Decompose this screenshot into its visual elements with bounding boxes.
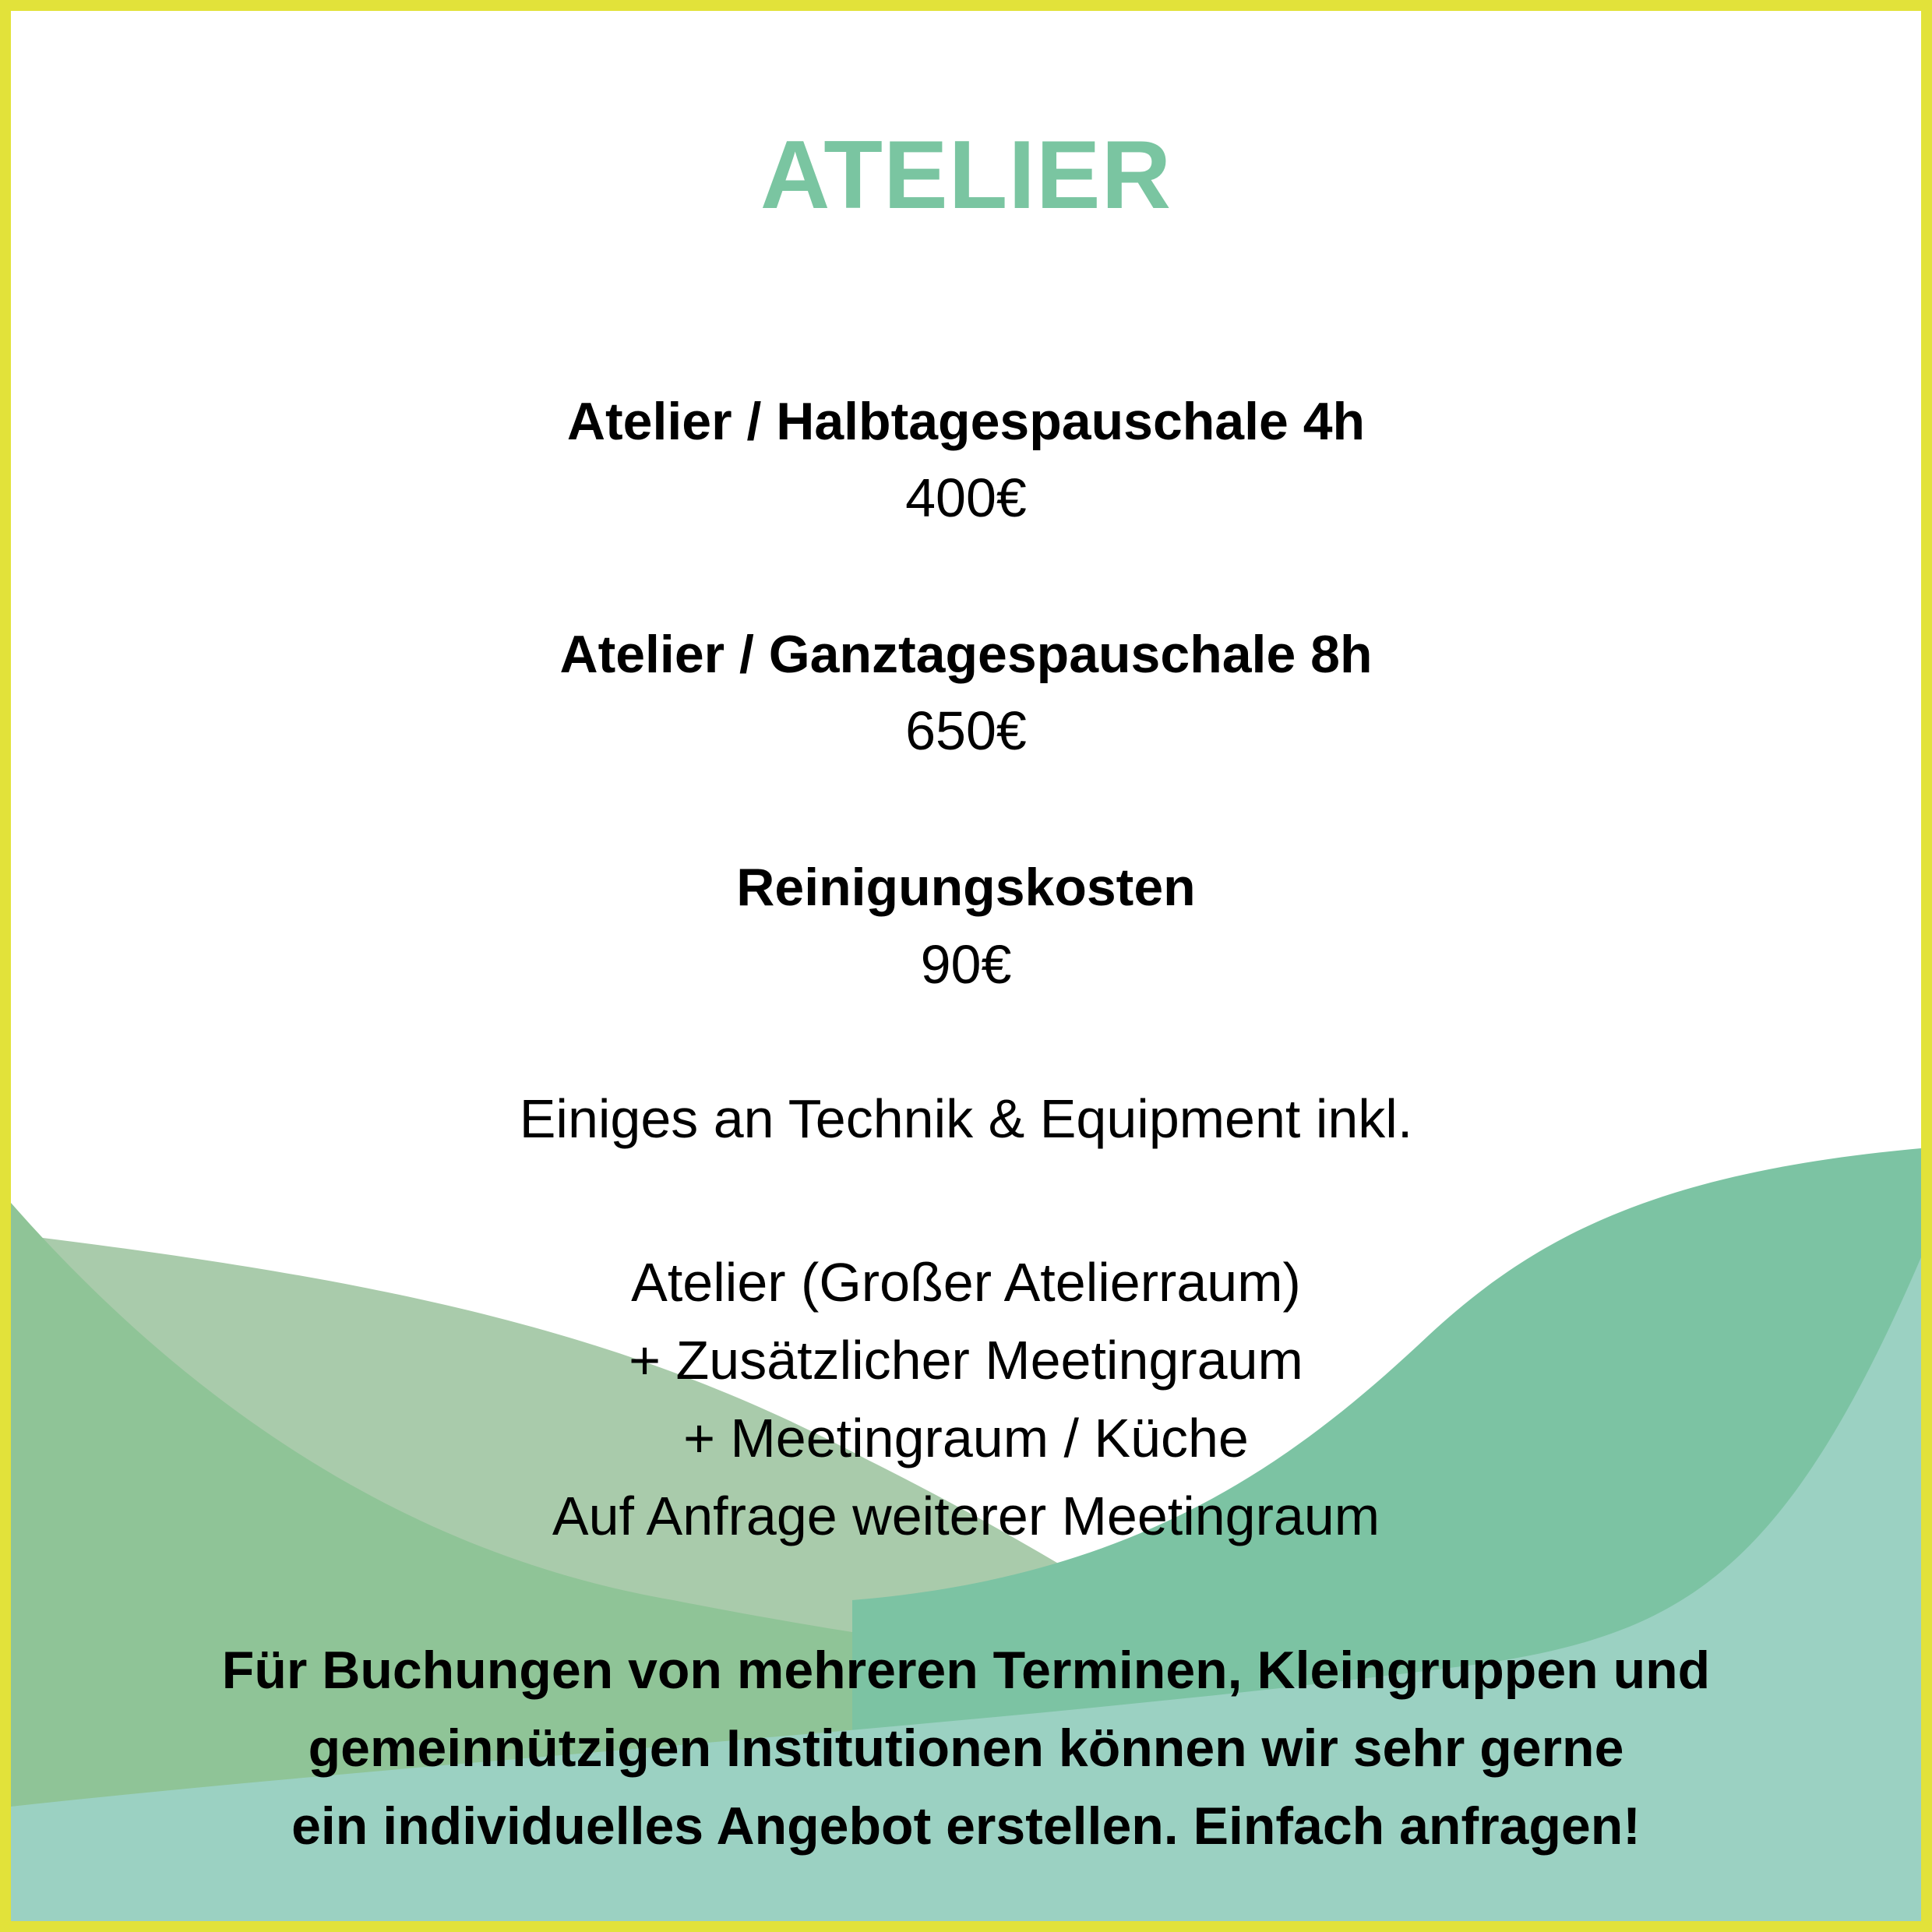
package-price-cleaning: 90€ <box>920 934 1012 995</box>
package-price-full-day: 650€ <box>905 700 1027 761</box>
room-item: + Meetingraum / Küche <box>683 1408 1249 1468</box>
content <box>11 11 1921 1921</box>
room-item: + Zusätzlicher Meetingraum <box>629 1330 1303 1391</box>
footer-line: gemeinnützigen Institutionen können wir sehr gerne <box>308 1719 1624 1778</box>
package-name-cleaning: Reinigungskosten <box>736 858 1196 917</box>
footer-line: ein individuelles Angebot erstellen. Einfach anfragen! <box>291 1796 1641 1856</box>
room-item: Atelier (Großer Atelierraum) <box>631 1252 1301 1313</box>
footer-line: Für Buchungen von mehreren Terminen, Kleingruppen und <box>221 1641 1711 1700</box>
package-name-half-day: Atelier / Halbtagespauschale 4h <box>566 392 1366 451</box>
package-price-half-day: 400€ <box>905 467 1027 528</box>
page-title: ATELIER <box>760 122 1172 229</box>
package-name-full-day: Atelier / Ganztagespauschale 8h <box>559 625 1373 684</box>
room-item: Auf Anfrage weiterer Meetingraum <box>552 1486 1380 1546</box>
equipment-note: Einiges an Technik & Equipment inkl. <box>519 1088 1413 1149</box>
